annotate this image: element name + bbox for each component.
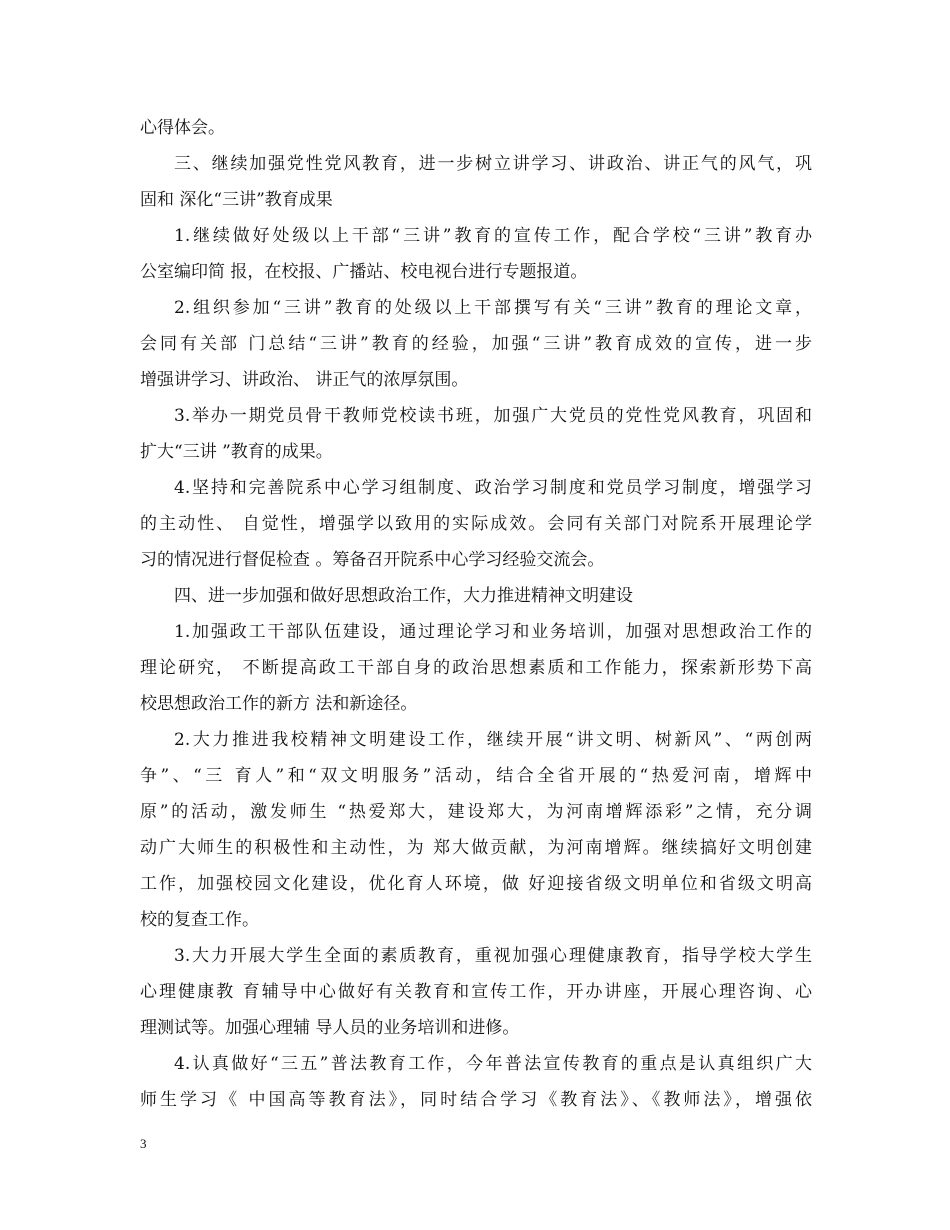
paragraph-line: 校的复查工作。 [140,910,259,930]
paragraph-line: 1.继续做好处级以上干部“三讲”教育的宣传工作，配合学校“三讲”教育办 [174,226,812,246]
paragraph-line: 3.大力开展大学生全面的素质教育，重视加强心理健康教育，指导学校大学生 [174,946,812,966]
paragraph-line: 4.认真做好“三五”普法教育工作，今年普法宣传教育的重点是认真组织广大 [174,1054,812,1074]
paragraph-line: 会同有关部 门总结“三讲”教育的经验，加强“三讲”教育成效的宣传，进一步 [140,334,812,354]
paragraph-line: 扩大“三讲 ”教育的成果。 [140,442,333,462]
paragraph-line: 2.大力推进我校精神文明建设工作，继续开展“讲文明、树新风”、“两创两 [174,730,812,750]
section-heading-line: 三、继续加强党性党风教育，进一步树立讲学习、讲政治、讲正气的风气，巩 [174,154,812,174]
paragraph-line: 原”的活动，激发师生 “热爱郑大，建设郑大，为河南增辉添彩”之情，充分调 [140,802,812,822]
paragraph-line: 习的情况进行督促检查 。筹备召开院系中心学习经验交流会。 [140,550,605,570]
paragraph-line: 1.加强政工干部队伍建设，通过理论学习和业务培训，加强对思想政治工作的 [174,622,812,642]
paragraph-line: 心理健康教 育辅导中心做好有关教育和宣传工作，开办讲座，开展心理咨询、心 [140,982,812,1002]
paragraph-line: 理论研究， 不断提高政工干部自身的政治思想素质和工作能力，探索新形势下高 [140,658,812,678]
document-body [140,110,812,1118]
paragraph-line: 争”、“三 育人”和“双文明服务”活动，结合全省开展的“热爱河南，增辉中 [140,766,812,786]
paragraph-line: 的主动性、 自觉性，增强学以致用的实际成效。会同有关部门对院系开展理论学 [140,514,812,534]
paragraph-line: 校思想政治工作的新方 法和新途径。 [140,694,418,714]
section-heading-line: 四、进一步加强和做好思想政治工作，大力推进精神文明建设 [174,586,633,606]
paragraph-line: 公室编印简 报，在校报、广播站、校电视台进行专题报道。 [140,262,588,282]
page-number: 3 [140,1136,147,1151]
paragraph-line: 增强讲学习、讲政治、 讲正气的浓厚氛围。 [140,370,469,390]
paragraph-line: 理测试等。加强心理辅 导人员的业务培训和进修。 [140,1018,520,1038]
paragraph-line: 师生学习《 中国高等教育法》，同时结合学习《教育法》、《教师法》，增强依 [140,1090,812,1110]
paragraph-line: 4.坚持和完善院系中心学习组制度、政治学习制度和党员学习制度，增强学习 [174,478,812,498]
paragraph-line: 2.组织参加“三讲”教育的处级以上干部撰写有关“三讲”教育的理论文章， [174,298,812,318]
paragraph-line: 动广大师生的积极性和主动性，为 郑大做贡献，为河南增辉。继续搞好文明创建 [140,838,812,858]
paragraph-line: 3.举办一期党员骨干教师党校读书班，加强广大党员的党性党风教育，巩固和 [174,406,812,426]
section-heading-line: 固和 深化“三讲”教育成果 [140,190,333,210]
paragraph-line: 心得体会。 [140,118,225,138]
paragraph-line: 工作，加强校园文化建设，优化育人环境，做 好迎接省级文明单位和省级文明高 [140,874,812,894]
